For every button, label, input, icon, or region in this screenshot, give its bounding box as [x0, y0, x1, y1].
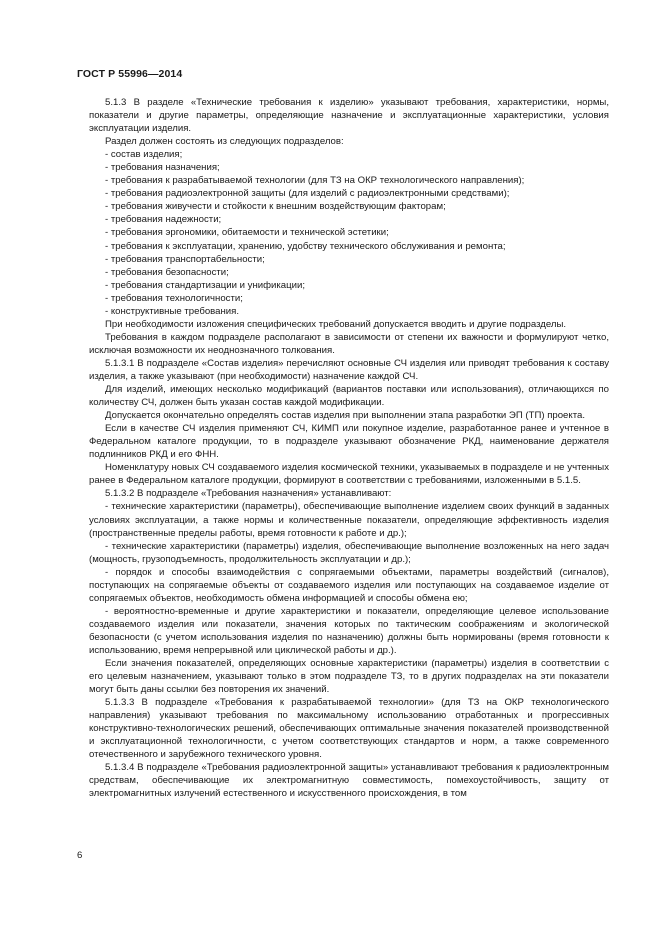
list-item: - требования к эксплуатации, хранению, удобству технического обслуживания и ремонта; — [105, 240, 506, 252]
paragraph: 5.1.3.3 В подразделе «Требования к разрабатываемой технологии» (для ТЗ на ОКР технологического направления) указывают требования по максимальному использованию отработанных и прогрессивных конструктивно-технологических решений, обеспечивающих оптимальные значения показателей производственной и эксплуатационной технологичности, с учетом соответствующих стандартов и норм, а также современного отечественного и зарубежного технического уровня. — [89, 697, 609, 761]
paragraph: Раздел должен состоять из следующих подразделов: — [105, 136, 344, 148]
paragraph: Для изделий, имеющих несколько модификаций (вариантов поставки или использования), отличающихся по количеству СЧ, должен быть указан состав каждой модификации. — [89, 384, 609, 409]
list-item: - конструктивные требования. — [105, 305, 239, 317]
paragraph: 5.1.3.4 В подразделе «Требования радиоэлектронной защиты» устанавливают требования к радиоэлектронным средствам, обеспечивающие их электромагнитную совместимость, помехоустойчивость, защиту от электромагнитных излучений естественного и искусственного происхождения, в том — [89, 762, 609, 800]
list-item: - вероятностно-временные и другие характеристики и показатели, определяющие целевое использование создаваемого изделия или показатели, значения которых по тактическим соображениям и экологической безопасности (с учетом использования изделия по назначению) должны быть нормированы (время готовности к использованию, время непрерывной или циклической работы и др.). — [89, 605, 609, 656]
paragraph: Если значения показателей, определяющих основные характеристики (параметры) изделия в соответствии с его целевым назначением, указывают только в этом подразделе ТЗ, то в других подразделах на эти показатели могут быть даны ссылки без повторения их значений. — [89, 658, 609, 696]
list-item: - состав изделия; — [105, 149, 183, 161]
list-item: - порядок и способы взаимодействия с сопрягаемыми объектами, параметры воздействий (сигналов), поступающих на сопрягаемые объекты от создаваемого изделия или поступающих на создаваемое изделие от сопрягаемых объектов, необходимость обмена информацией и способы обмена ею; — [89, 566, 609, 604]
list-item: - требования стандартизации и унификации; — [105, 279, 305, 291]
paragraph: Допускается окончательно определять состав изделия при выполнении этапа разработки ЭП (ТП) проекта. — [105, 410, 585, 422]
list-item: - требования транспортабельности; — [105, 253, 265, 265]
paragraph: Требования в каждом подразделе располагают в зависимости от степени их важности и формулируют четко, исключая возможности их неоднозначного толкования. — [89, 331, 609, 356]
page-number: 6 — [77, 850, 83, 861]
list-item: - требования радиоэлектронной защиты (для изделий с радиоэлектронными средствами); — [105, 188, 510, 200]
list-item: - технические характеристики (параметры) изделия, обеспечивающие выполнение возложенных на него задач (мощность, грузоподъемность, продолжительность эксплуатации и др.); — [89, 540, 609, 565]
document-body — [89, 96, 609, 801]
list-item: - технические характеристики (параметры), обеспечивающие выполнение изделием своих функций в заданных условиях эксплуатации, а также нормы и количественные показатели, определяющие эффективность изделия (пространственные пределы работы, время готовности к работе и др.); — [89, 501, 609, 539]
list-item: - требования технологичности; — [105, 292, 243, 304]
paragraph: Если в качестве СЧ изделия применяют СЧ, КИМП или покупное изделие, разработанное ранее и учтенное в Федеральном каталоге продукции, то в подразделе указывают обозначение РКД, наименование держателя подлинников РКД и его ФНН. — [89, 423, 609, 461]
list-item: - требования надежности; — [105, 214, 222, 226]
paragraph: 5.1.3.1 В подразделе «Состав изделия» перечисляют основные СЧ изделия или приводят требования к составу изделия, а также указывают (при необходимости) назначение каждой СЧ. — [89, 357, 609, 382]
paragraph: Номенклатуру новых СЧ создаваемого изделия космической техники, указываемых в подразделе и не учтенных ранее в Федеральном каталоге продукции, формируют в соответствии с требованиями, изложенными в 5.1.5. — [89, 462, 609, 487]
paragraph: При необходимости изложения специфических требований допускается вводить и другие подразделы. — [105, 318, 567, 330]
list-item: - требования безопасности; — [105, 266, 229, 278]
document-header: ГОСТ Р 55996—2014 — [77, 68, 183, 80]
paragraph: 5.1.3 В разделе «Технические требования к изделию» указывают требования, характеристики, нормы, показатели и другие параметры, определяющие назначение и эксплуатационные характеристики, условия эксплуатации изделия. — [89, 97, 609, 135]
list-item: - требования к разрабатываемой технологии (для ТЗ на ОКР технологического направления); — [105, 175, 525, 187]
list-item: - требования живучести и стойкости к внешним воздействующим факторам; — [105, 201, 446, 213]
list-item: - требования назначения; — [105, 162, 220, 174]
list-item: - требования эргономики, обитаемости и технической эстетики; — [105, 227, 389, 239]
paragraph: 5.1.3.2 В подразделе «Требования назначения» устанавливают: — [105, 488, 392, 500]
